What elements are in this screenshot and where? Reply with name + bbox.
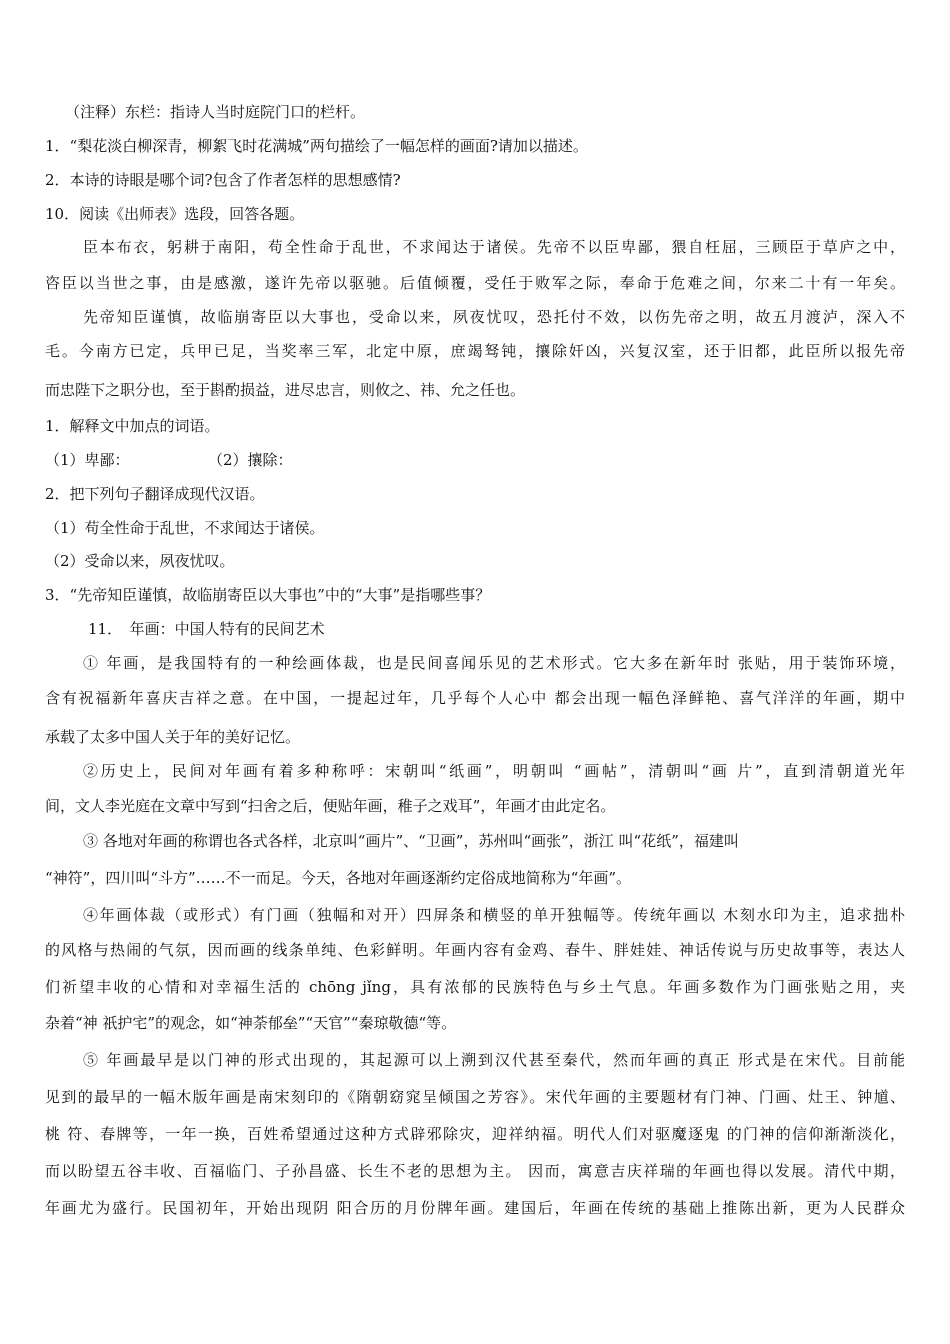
question-line: （注释）东栏：指诗人当时庭院门口的栏杆。 bbox=[65, 103, 366, 121]
article-line: ⑤ 年画最早是以门神的形式出现的，其起源可以上溯到汉代甚至秦代，然而年画的真正 形式是在宋代。目前能 bbox=[83, 1051, 905, 1069]
passage-line: 而忠陛下之职分也，至于斟酌损益，进尽忠言，则攸之、祎、允之任也。 bbox=[45, 381, 526, 399]
article-line: 含有祝福新年喜庆吉祥之意。在中国，一提起过年，几乎每个人心中 都会出现一幅色泽鲜艳、喜气洋洋的年画，期中 bbox=[45, 689, 905, 707]
question-line: 3．“先帝知臣谨慎，故临崩寄臣以大事也”中的“大事”是指哪些事？ bbox=[45, 586, 491, 604]
article-line: 见到的最早的一幅木版年画是南宋刻印的《隋朝窈窕呈倾国之芳容》。宋代年画的主要题材有门神、门画、灶王、钟馗、 bbox=[45, 1088, 905, 1106]
article-line: 的风格与热闹的气氛，因而画的线条单纯、色彩鲜明。年画内容有金鸡、春牛、胖娃娃、神话传说与历史故事等，表达人 bbox=[45, 941, 905, 959]
article-line: 承载了太多中国人关于年的美好记忆。 bbox=[45, 728, 301, 746]
question-line: 2．本诗的诗眼是哪个词?包含了作者怎样的思想感情? bbox=[45, 171, 401, 189]
article-line: 桃 符、春牌等，一年一换，百姓希望通过这种方式辟邪除灾，迎祥纳福。明代人们对驱魔逐鬼 的门神的信仰渐渐淡化， bbox=[45, 1125, 905, 1143]
passage-line: 毛。今南方已定，兵甲已足，当奖率三军，北定中原，庶竭驽钝，攘除奸凶，兴复汉室，还于旧都，此臣所以报先帝 bbox=[45, 342, 905, 360]
article-line: ③ 各地对年画的称谓也各式各样，北京叫“画片”、“卫画”，苏州叫“画张”，浙江 叫“花纸”，福建叫 bbox=[83, 832, 739, 850]
passage-line: 臣本布衣，躬耕于南阳，苟全性命于乱世，不求闻达于诸侯。先帝不以臣卑鄙，猥自枉屈，三顾臣于草庐之中， bbox=[83, 238, 905, 256]
article-line: 而以盼望五谷丰收、百福临门、子孙昌盛、长生不老的思想为主。 因而，寓意吉庆祥瑞的年画也得以发展。清代中期， bbox=[45, 1162, 905, 1180]
article-line: 杂着“神 祇护宅”的观念，如“神荼郁垒”“天官”“秦琼敬德“等。 bbox=[45, 1014, 457, 1032]
article-line: 年画尤为盛行。民国初年，开始出现阴 阳合历的月份牌年画。建国后，年画在传统的基础上推陈出新，更为人民群众 bbox=[45, 1199, 905, 1217]
question-line: （1）苟全性命于乱世，不求闻达于诸侯。 bbox=[45, 519, 325, 537]
article-line: ④年画体裁（或形式）有门画（独幅和对开）四屏条和横竖的单开独幅等。传统年画以 木刻水印为主，追求拙朴 bbox=[83, 906, 905, 924]
article-line: ① 年画，是我国特有的一种绘画体裁，也是民间喜闻乐见的艺术形式。它大多在新年时 张贴，用于装饰环境， bbox=[83, 654, 905, 672]
question-line: 2．把下列句子翻译成现代汉语。 bbox=[45, 485, 265, 503]
passage-line: 先帝知臣谨慎，故临崩寄臣以大事也，受命以来，夙夜忧叹，恐托付不效，以伤先帝之明，故五月渡泸，深入不 bbox=[83, 308, 905, 326]
article-line: “神符”，四川叫“斗方”……不一而足。今天，各地对年画逐渐约定俗成地简称为“年画”。 bbox=[45, 869, 632, 887]
article-line: 间，文人李光庭在文章中写到“扫舍之后，便贴年画，稚子之戏耳”，年画才由此定名。 bbox=[45, 797, 616, 815]
question-line: 1．解释文中加点的词语。 bbox=[45, 417, 220, 435]
question-line: 1．“梨花淡白柳深青，柳絮飞时花满城”两句描绘了一幅怎样的画面?请加以描述。 bbox=[45, 137, 588, 155]
article-line: 们祈望丰收的心情和对幸福生活的 chōng jǐng，具有浓郁的民族特色与乡土气息。年画多数作为门画张贴之用，夹 bbox=[45, 978, 905, 996]
article-line: ②历史上，民间对年画有着多种称呼：宋朝叫“纸画”，明朝叫 “画帖”，清朝叫“画 片”，直到清朝道光年 bbox=[83, 762, 905, 780]
question-line: （2）攘除： bbox=[208, 451, 293, 469]
question-line: （2）受命以来，夙夜忧叹。 bbox=[45, 552, 235, 570]
question-line: （1）卑鄙： bbox=[45, 451, 130, 469]
article-line: 11． 年画：中国人特有的民间艺术 bbox=[88, 620, 325, 638]
passage-line: 咨臣以当世之事，由是感激，遂许先帝以驱驰。后值倾覆，受任于败军之际，奉命于危难之间，尔来二十有一年矣。 bbox=[45, 274, 905, 292]
question-line: 10．阅读《出师表》选段，回答各题。 bbox=[45, 205, 305, 223]
